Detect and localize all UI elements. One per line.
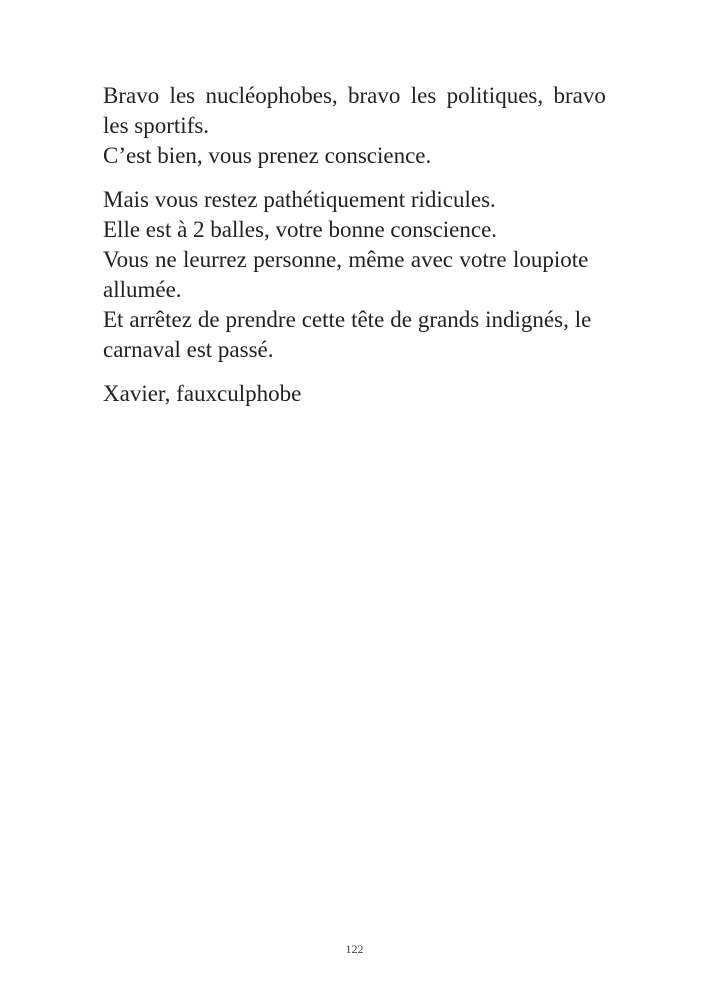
text-line-content: Bravo les nucléophobes, bravo les politiques, bravo [103,83,606,108]
page-number: 122 [345,942,364,956]
text-line: Et arrêtez de prendre cette tête de grands indignés, le [103,307,592,332]
text-line [103,81,605,111]
text-line: carnaval est passé. [103,337,274,362]
text-line: allumée. [103,277,182,302]
text-line: C’est bien, vous prenez conscience. [103,143,432,168]
text-line: les sportifs. [103,113,210,138]
signature: Xavier, fauxculphobe [103,381,302,406]
paragraph-1 [103,81,605,171]
paragraph-2 [103,185,605,365]
text-line: Elle est à 2 balles, votre bonne conscience. [103,217,498,242]
page-body [103,81,605,409]
text-line: Mais vous restez pathétiquement ridicules. [103,187,496,212]
text-line: Vous ne leurrez personne, même avec votre loupiote [103,247,589,272]
